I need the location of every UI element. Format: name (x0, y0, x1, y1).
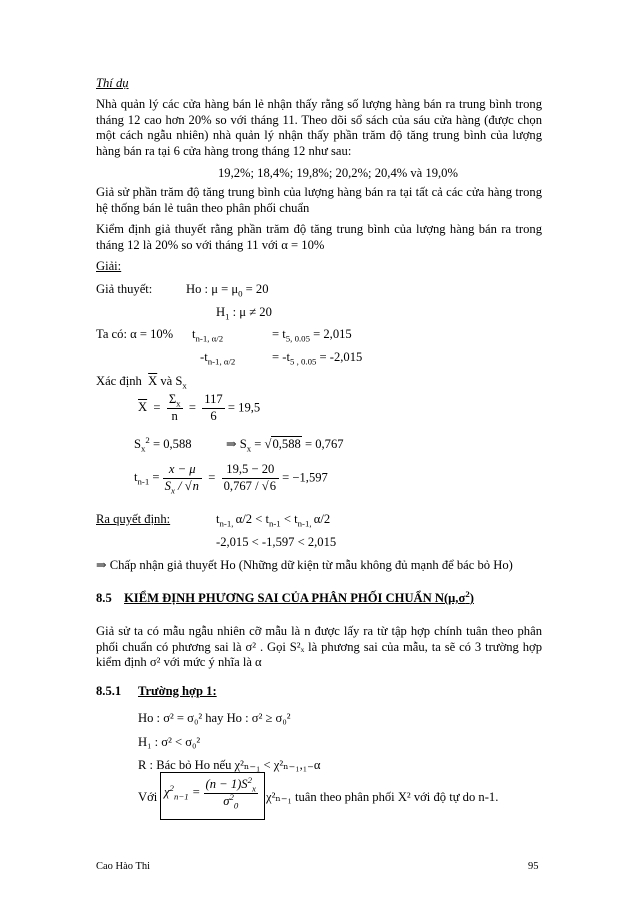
null-hypothesis: Ho : $\mu = \mu_0 = 20$ (186, 282, 269, 299)
sample-sd-line: ⇒ $S_x = √0,588 = 0,767$ (226, 437, 344, 454)
chi-square-formula: $\chi^2_{n-1}$ = $\frac{(n - 1)S^2_x}{\sigma^2_0}$ (164, 774, 256, 811)
decision-label: Ra quyết định: (96, 512, 171, 526)
sample-variance-line: $S_x^2 = 0,588$ (134, 434, 192, 454)
conclusion: ⇒ Chấp nhận giả thuyết Ho (Những dữ kiện từ mẫu không đủ mạnh để bác bỏ Ho) (96, 558, 513, 572)
example-paragraph-2: Giả sử phần trăm độ tăng trung bình của lượng hàng bán ra tại tất cả các cửa hàng trong hệ thống bán lẻ tuân theo phân phối chuẩn (96, 185, 542, 215)
t-critical-right: = $t_{5, 0.05} = 2,015$ (272, 327, 352, 344)
section-8-5-1-number: 8.5.1 (96, 684, 122, 698)
t-critical-left: $t_{n-1, \alpha/2}$ (192, 327, 224, 344)
t-statistic-formula: $t_{n-1}$ = $\frac{x - \mu}{S_x / √n}$ = $\frac{19,5 - 20}{0,767 / √6}$ = −1,597 (134, 462, 328, 496)
alt-hypothesis: $H_1$ : μ ≠ 20 (216, 305, 272, 322)
footer-author: Cao Hào Thi (96, 861, 151, 872)
solution-label: Giải: (96, 259, 122, 273)
section-8-5-1-title: Trường hợp 1: (138, 684, 217, 698)
chi-square-description: χ²ₙ₋₁ tuân theo phân phối X² với độ tự do n-1. (266, 790, 499, 804)
section-8-5-paragraph: Giả sử ta có mẫu ngẫu nhiên cỡ mẫu là n được lấy ra từ tập hợp chính tuân theo phân phối chuẩn có phương sai là σ² . Gọi S²ₓ là phương sai của mẫu, ta sẽ có 3 trường hợp kiểm định σ² với mức ý nhĩa là α (96, 624, 542, 670)
case1-rejection-rule: R : Bác bỏ Ho nếu χ²ₙ₋₁ < χ²ₙ₋₁,₁₋α (138, 758, 321, 772)
sample-values: 19,2%; 18,4%; 19,8%; 20,2%; 20,4% và 19,0% (218, 166, 458, 180)
case1-null-hypothesis: Ho : σ² = σ₀² hay Ho : σ² ≥ σ₀² (138, 711, 291, 725)
neg-t-critical-right: = $-t_{5 , 0.05} = -2,015$ (272, 350, 363, 367)
decision-values: -2,015 < -1,597 < 2,015 (216, 535, 337, 549)
decision-inequality: $t_{n-1,}$ $\alpha/2 < t_{n-1} < t_{n-1,}$ α/2 (216, 512, 331, 529)
alpha-statement: Ta có: α = 10% (96, 327, 174, 341)
determine-line: Xác định $\overline{X}$ và $S_x$ (96, 374, 187, 391)
mean-formula: $\overline{X}$ = $\frac{\Sigma_x}{n}$ = $\frac{117}{6}$ = 19,5 (138, 392, 261, 423)
hypothesis-label: Giả thuyết: (96, 282, 153, 296)
case1-alt-hypothesis: H₁ : σ² < σ₀² (138, 735, 201, 749)
example-paragraph-1: Nhà quản lý các cửa hàng bán lẻ nhận thấy rằng số lượng hàng bán ra trung bình trong tháng 12 cao hơn 20% so với tháng 11. Theo dõi sổ sách của sáu cửa hàng (được chọn một cách ngẫu nhiên) nhà quản lý nhận thấy phần trăm độ tăng trung bình của lượng hàng bán ra tại 6 cửa hàng trong tháng 12 như sau: (96, 97, 542, 159)
example-paragraph-3: Kiểm định giả thuyết rằng phần trăm độ tăng trung bình của lượng hàng bán ra trong tháng 12 là 20% so với tháng 11 với α = 10% (96, 222, 542, 252)
neg-t-critical-left: $-t_{n-1, \alpha/2}$ (200, 350, 236, 367)
section-8-5-number: 8.5 (96, 591, 112, 605)
section-8-5-title: KIỂM ĐỊNH PHƯƠNG SAI CỦA PHÂN PHỐI CHUẨN $N(\mu,\sigma^2)$ (124, 588, 474, 605)
example-heading: Thí dụ (96, 76, 129, 90)
with-label: Với (138, 790, 158, 804)
footer-page-number: 95 (528, 861, 539, 872)
